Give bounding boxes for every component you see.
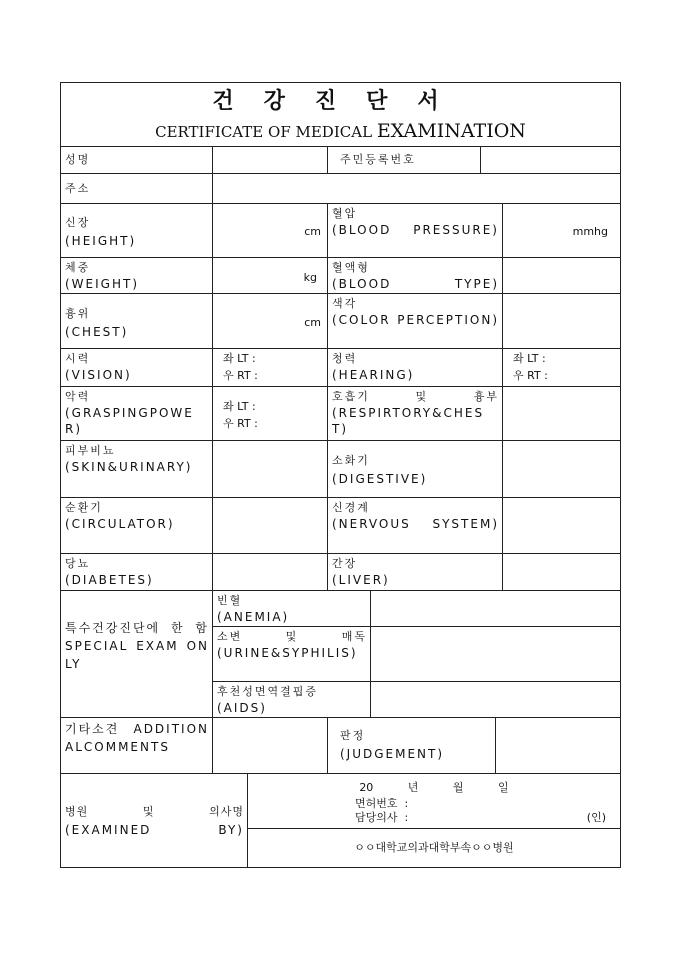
circulatory-label-en: (CIRCULATOR) [65, 517, 175, 531]
judgement-label [328, 718, 496, 774]
digestive-label-en: (DIGESTIVE) [332, 472, 428, 486]
chest-label [61, 294, 213, 349]
diabetes-label-ko: 당뇨 [65, 557, 91, 570]
special-exam-label: 특수건강진단에 한 함 SPECIAL EXAM ONLY [61, 591, 213, 718]
circulatory-label [61, 498, 213, 554]
diabetes-label-en: (DIABETES) [65, 573, 154, 587]
vision-left: 좌 LT : [223, 352, 256, 365]
digestive-field[interactable] [503, 441, 620, 498]
anemia-label-en: (ANEMIA) [217, 610, 290, 624]
examined-by-ko: 병원 및 의사명 [65, 805, 244, 818]
hearing-field[interactable] [503, 349, 620, 387]
doctor-in-charge: 담당의사 : [355, 811, 409, 824]
address-label: 주소 [61, 174, 213, 204]
height-label [61, 204, 213, 258]
syphilis-field[interactable] [371, 627, 620, 682]
additional-comments-field[interactable] [213, 718, 328, 774]
judgement-field[interactable] [496, 718, 620, 774]
chest-unit: cm [304, 316, 321, 329]
certificate-form [60, 82, 621, 868]
nervous-label-ko: 신경계 [332, 501, 370, 514]
circulatory-label-ko: 순환기 [65, 501, 103, 514]
blood-pressure-unit: mmhg [572, 225, 608, 238]
grasping-label [61, 387, 213, 441]
hearing-label-ko: 청력 [332, 352, 358, 365]
title-english-prefix: CERTIFICATE OF MEDICAL [155, 123, 377, 141]
aids-field[interactable] [371, 682, 620, 718]
grasping-label-ko: 악력 [65, 390, 91, 403]
signature-area[interactable] [248, 774, 620, 829]
weight-label-ko: 체중 [65, 261, 91, 274]
blood-pressure-label [328, 204, 503, 258]
anemia-label-ko: 빈혈 [217, 594, 243, 607]
skin-field[interactable] [213, 441, 328, 498]
height-field[interactable] [213, 204, 328, 258]
weight-label [61, 258, 213, 294]
blood-pressure-field[interactable] [503, 204, 620, 258]
vision-label [61, 349, 213, 387]
grasping-left: 좌 LT : [223, 400, 256, 413]
rrn-label: 주민등록번호 [328, 147, 481, 174]
skin-label-ko: 피부비뇨 [65, 444, 116, 457]
blood-pressure-label-ko: 혈압 [332, 207, 358, 220]
vision-right: 우 RT : [223, 369, 258, 382]
blood-type-label [328, 258, 503, 294]
hearing-left: 좌 LT : [513, 352, 546, 365]
blood-type-label-en: (BLOOD TYPE) [332, 277, 499, 291]
anemia-field[interactable] [371, 591, 620, 627]
height-unit: cm [304, 225, 321, 238]
liver-field[interactable] [503, 554, 620, 591]
respiratory-field[interactable] [503, 387, 620, 441]
blood-pressure-label-en: (BLOOD PRESSURE) [332, 223, 499, 237]
grasping-field[interactable] [213, 387, 328, 441]
seal-mark: (인) [586, 811, 606, 824]
vision-label-en: (VISION) [65, 368, 132, 382]
liver-label-en: (LIVER) [332, 573, 390, 587]
color-perception-field[interactable] [503, 294, 620, 349]
weight-unit: kg [303, 271, 317, 284]
height-label-en: (HEIGHT) [65, 234, 137, 248]
syphilis-label [213, 627, 371, 682]
judgement-label-ko: 판정 [340, 729, 366, 742]
respiratory-label [328, 387, 503, 441]
name-field[interactable] [213, 147, 328, 174]
name-label: 성명 [61, 147, 213, 174]
liver-label [328, 554, 503, 591]
vision-field[interactable] [213, 349, 328, 387]
nervous-label-en: (NERVOUS SYSTEM) [332, 517, 499, 531]
chest-field[interactable] [213, 294, 328, 349]
respiratory-label-en: (RESPIRTORY&CHEST) [332, 406, 485, 436]
syphilis-label-ko: 소변 및 매독 [217, 630, 367, 643]
chest-label-en: (CHEST) [65, 325, 129, 339]
anemia-label [213, 591, 371, 627]
title-english-suffix: EXAMINATION [376, 120, 526, 142]
liver-label-ko: 간장 [332, 557, 358, 570]
grasping-label-en: (GRASPINGPOWER) [65, 406, 194, 436]
aids-label-ko: 후천성면역결핍증 [217, 685, 319, 698]
height-label-ko: 신장 [65, 216, 91, 229]
additional-comments-label: 기타소견 ADDITIONALCOMMENTS [61, 718, 213, 774]
skin-label [61, 441, 213, 498]
color-perception-label-en: (COLOR PERCEPTION) [332, 313, 499, 327]
skin-label-en: (SKIN&URINARY) [65, 460, 193, 474]
diabetes-label [61, 554, 213, 591]
chest-label-ko: 흉위 [65, 307, 91, 320]
judgement-label-en: (JUDGEMENT) [340, 747, 445, 761]
hearing-right: 우 RT : [513, 369, 548, 382]
digestive-label-ko: 소화기 [332, 454, 370, 467]
hospital-name: ㅇㅇ대학교의과대학부속ㅇㅇ병원 [354, 841, 514, 854]
diabetes-field[interactable] [213, 554, 328, 591]
syphilis-label-en: (URINE&SYPHILIS) [217, 646, 358, 660]
examined-by-en: (EXAMINED BY) [65, 823, 244, 837]
digestive-label [328, 441, 503, 498]
address-field[interactable] [213, 174, 620, 204]
color-perception-label [328, 294, 503, 349]
vision-label-ko: 시력 [65, 352, 91, 365]
circulatory-field[interactable] [213, 498, 328, 554]
date-line: 20 년 월 일 [359, 781, 509, 794]
nervous-field[interactable] [503, 498, 620, 554]
title-block [61, 83, 620, 147]
grasping-right: 우 RT : [223, 417, 258, 430]
rrn-field[interactable] [481, 147, 620, 174]
nervous-label [328, 498, 503, 554]
aids-label-en: (AIDS) [217, 701, 267, 715]
weight-label-en: (WEIGHT) [65, 277, 140, 291]
license-number: 면허번호 : [355, 797, 409, 810]
title-korean: 건강진단서 [212, 88, 469, 114]
hearing-label [328, 349, 503, 387]
aids-label [213, 682, 371, 718]
blood-type-field[interactable] [503, 258, 620, 294]
title-english [61, 121, 620, 142]
hearing-label-en: (HEARING) [332, 368, 415, 382]
color-perception-label-ko: 색각 [332, 297, 358, 310]
weight-field[interactable] [213, 258, 328, 294]
blood-type-label-ko: 혈액형 [332, 261, 370, 274]
respiratory-label-ko: 호흡기 및 흉부 [332, 390, 499, 403]
examined-by-label [61, 774, 248, 867]
